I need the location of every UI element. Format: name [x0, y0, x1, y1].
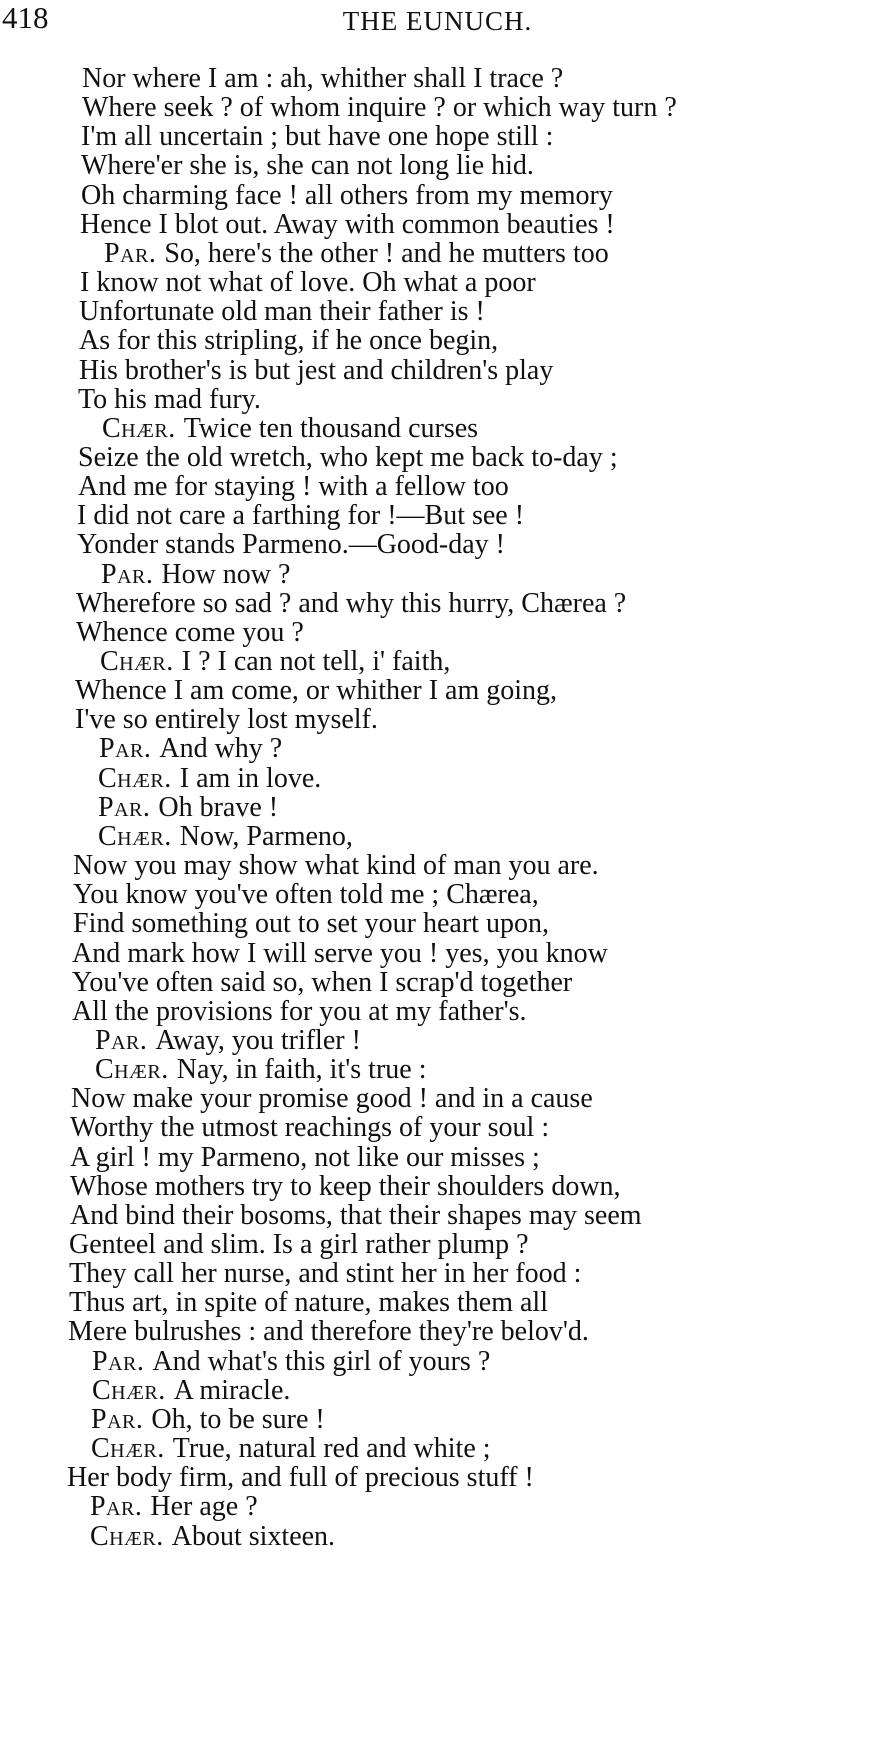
verse-line	[69, 1288, 548, 1318]
verse-line	[70, 1113, 549, 1143]
speaker-name: Chær.	[98, 763, 172, 794]
verse-line	[70, 1172, 621, 1202]
verse-text: His brother's is but jest and children's play	[79, 355, 554, 386]
verse-text: I know not what of love. Oh what a poor	[80, 267, 536, 298]
verse-line	[69, 1230, 529, 1260]
verse-text: Oh brave !	[158, 792, 279, 823]
verse-text: Seize the old wretch, who kept me back to-day ;	[78, 442, 618, 473]
speaker-name: Chær.	[100, 646, 174, 677]
verse-text: Nay, in faith, it's true :	[176, 1054, 427, 1085]
verse-text: Find something out to set your heart upon,	[73, 908, 549, 939]
verse-text: Now make your promise good ! and in a cause	[71, 1083, 593, 1114]
speaker-name: Chær.	[91, 1433, 165, 1464]
verse-text: I did not care a farthing for !—But see !	[77, 500, 525, 531]
verse-text: Thus art, in spite of nature, makes them all	[69, 1287, 548, 1318]
verse-line	[73, 909, 549, 939]
verse-text: As for this stripling, if he once begin,	[79, 325, 499, 356]
verse-line	[70, 1143, 540, 1173]
verse-line	[75, 676, 557, 706]
verse-text: Away, you trifler !	[155, 1025, 361, 1056]
verse-text: Whence I am come, or whither I am going,	[75, 675, 558, 706]
verse-line	[70, 1201, 642, 1231]
verse-line	[95, 1026, 361, 1056]
verse-text: About sixteen.	[171, 1521, 336, 1552]
verse-line	[72, 968, 572, 998]
verse-text: And bind their bosoms, that their shapes may seem	[70, 1200, 642, 1231]
verse-text: Genteel and slim. Is a girl rather plump ?	[69, 1229, 529, 1260]
verse-line	[92, 1376, 290, 1406]
verse-text: And mark how I will serve you ! yes, you know	[72, 938, 608, 969]
verse-line	[98, 793, 278, 823]
speaker-name: Chær.	[90, 1521, 164, 1552]
verse-line	[79, 356, 553, 386]
verse-line	[81, 122, 553, 152]
speaker-name: Chær.	[98, 821, 172, 852]
verse-line	[72, 939, 608, 969]
verse-line	[79, 326, 498, 356]
verse-line	[77, 501, 524, 531]
verse-line	[79, 297, 485, 327]
speaker-name: Par.	[90, 1491, 143, 1522]
verse-text: A girl ! my Parmeno, not like our misses ;	[70, 1142, 540, 1173]
speaker-name: Par.	[95, 1025, 148, 1056]
verse-text: I'm all uncertain ; but have one hope still :	[81, 121, 554, 152]
verse-text: Hence I blot out. Away with common beauties !	[80, 209, 615, 240]
verse-text: Now, Parmeno,	[179, 821, 353, 852]
verse-text: Her age ?	[150, 1491, 258, 1522]
verse-text: I am in love.	[179, 763, 322, 794]
speaker-name: Par.	[101, 559, 154, 590]
verse-line	[100, 647, 450, 677]
page-number: 418	[2, 0, 49, 35]
verse-line	[68, 1317, 589, 1347]
verse-text: Yonder stands Parmeno.—Good-day !	[77, 529, 505, 560]
verse-text: Twice ten thousand curses	[183, 413, 479, 444]
verse-text: Nor where I am : ah, whither shall I trace ?	[82, 63, 564, 94]
verse-text: They call her nurse, and stint her in her food :	[69, 1258, 582, 1289]
verse-text: Her body firm, and full of precious stuff !	[67, 1462, 534, 1493]
verse-text: Whose mothers try to keep their shoulders down,	[70, 1171, 621, 1202]
verse-line	[104, 239, 609, 269]
verse-line	[90, 1492, 258, 1522]
verse-text: I ? I can not tell, i' faith,	[181, 646, 451, 677]
verse-line	[71, 1084, 593, 1114]
verse-line	[95, 1055, 426, 1085]
speaker-name: Par.	[104, 238, 157, 269]
verse-line	[82, 64, 563, 94]
verse-text: You know you've often told me ; Chærea,	[73, 879, 539, 910]
speaker-name: Par.	[99, 733, 152, 764]
verse-text: And what's this girl of yours ?	[152, 1346, 491, 1377]
verse-line	[99, 734, 282, 764]
speaker-name: Par.	[98, 792, 151, 823]
verse-line	[102, 414, 478, 444]
verse-text: And why ?	[159, 733, 283, 764]
verse-line	[101, 560, 290, 590]
verse-line	[82, 93, 677, 123]
verse-text: Worthy the utmost reachings of your soul :	[70, 1112, 550, 1143]
verse-text: True, natural red and white ;	[172, 1433, 491, 1464]
speaker-name: Chær.	[95, 1054, 169, 1085]
verse-text: All the provisions for you at my father's.	[72, 996, 527, 1027]
speaker-name: Par.	[91, 1404, 144, 1435]
verse-line	[91, 1405, 325, 1435]
verse-text: Oh, to be sure !	[151, 1404, 325, 1435]
verse-line	[72, 997, 527, 1027]
verse-line	[91, 1434, 491, 1464]
verse-line	[92, 1347, 490, 1377]
speaker-name: Chær.	[102, 413, 176, 444]
verse-line	[81, 151, 534, 181]
verse-line	[80, 268, 536, 298]
verse-text: So, here's the other ! and he mutters too	[164, 238, 609, 269]
verse-line	[78, 443, 618, 473]
verse-text: Where'er she is, she can not long lie hid.	[81, 150, 534, 181]
verse-line	[77, 530, 505, 560]
verse-line	[78, 472, 509, 502]
verse-text: Now you may show what kind of man you are.	[73, 850, 599, 881]
verse-text: Mere bulrushes : and therefore they're belov'd.	[68, 1316, 589, 1347]
verse-text: Where seek ? of whom inquire ? or which way turn ?	[82, 92, 677, 123]
verse-text: Whence come you ?	[76, 617, 304, 648]
running-title: THE EUNUCH.	[342, 6, 533, 36]
verse-line	[76, 589, 626, 619]
verse-text: You've often said so, when I scrap'd together	[72, 967, 573, 998]
speaker-name: Chær.	[92, 1375, 166, 1406]
verse-text: To his mad fury.	[78, 384, 261, 415]
verse-line	[73, 851, 599, 881]
verse-line	[75, 705, 378, 735]
verse-text: I've so entirely lost myself.	[75, 704, 378, 735]
verse-text: Wherefore so sad ? and why this hurry, Chærea ?	[76, 588, 627, 619]
verse-text: A miracle.	[173, 1375, 291, 1406]
verse-text: How now ?	[161, 559, 291, 590]
verse-line	[73, 880, 539, 910]
speaker-name: Par.	[92, 1346, 145, 1377]
verse-text: Unfortunate old man their father is !	[79, 296, 485, 327]
verse-text: And me for staying ! with a fellow too	[78, 471, 509, 502]
verse-line	[69, 1259, 581, 1289]
verse-text: Oh charming face ! all others from my memory	[81, 180, 613, 211]
verse-line	[80, 210, 615, 240]
verse-line	[78, 385, 261, 415]
verse-line	[76, 618, 304, 648]
verse-line	[98, 822, 353, 852]
verse-line	[98, 764, 321, 794]
verse-line	[81, 181, 613, 211]
verse-line	[90, 1522, 335, 1552]
verse-line	[67, 1463, 534, 1493]
